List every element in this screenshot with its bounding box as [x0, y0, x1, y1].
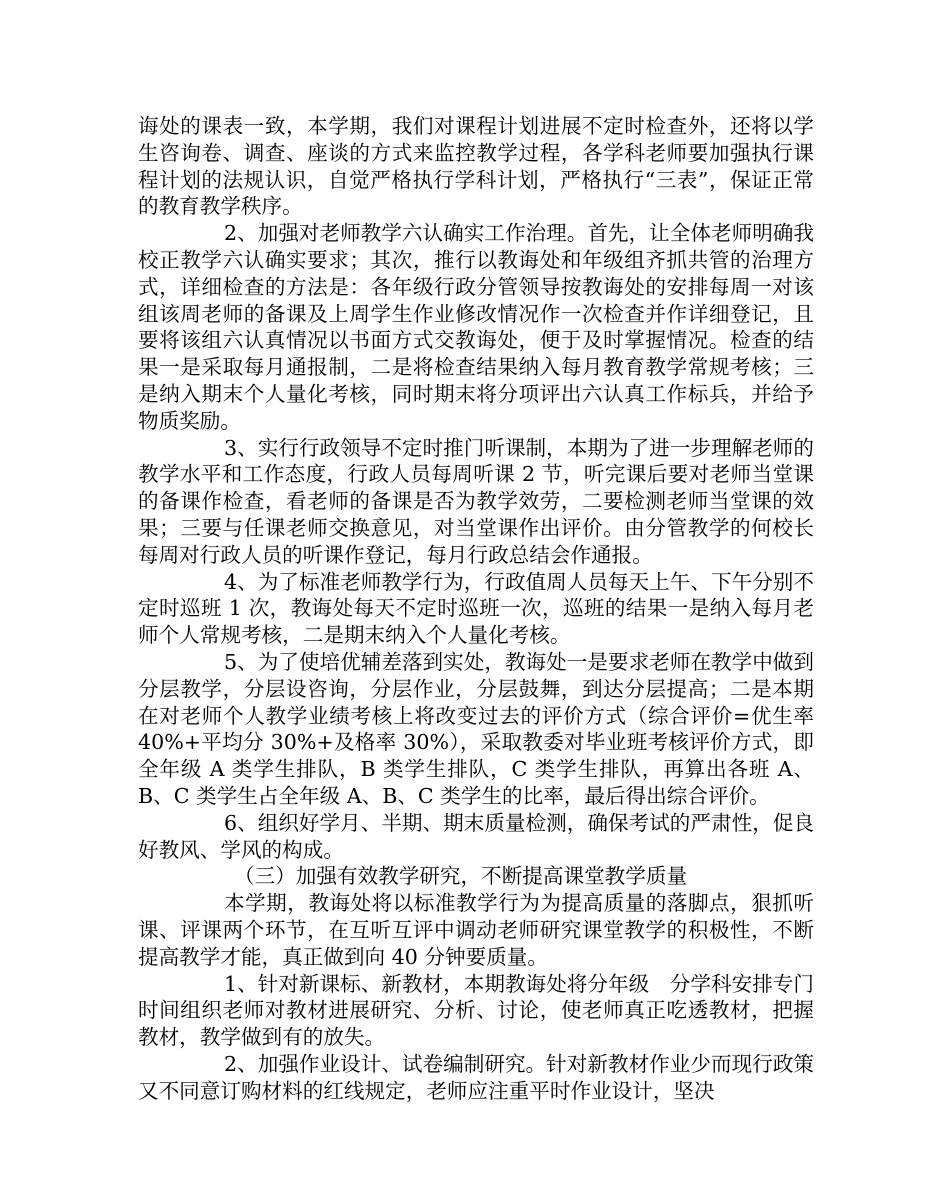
- paragraph-item-5: 5、为了使培优辅差落到实处，教诲处一是要求老师在教学中做到分层教学，分层设咨询，分层作业，分层鼓舞，到达分层提高；二是本期在对老师个人教学业绩考核上将改变过去的评价方式（综合评价=优生率 40%+平均分 30%+及格率 30%），采取教委对毕业班考核评价方式，即全年级 A 类学生排队，B 类学生排队，C 类学生排队，再算出各班 A、B、C 类学生占全年级 A、B、C 类学生的比率，最后得出综合评价。: [138, 649, 814, 808]
- paragraph-item-2b: 2、加强作业设计、试卷编制研究。针对新教材作业少而现行政策又不同意订购材料的红线规定，老师应注重平时作业设计，坚决: [138, 1051, 814, 1103]
- paragraph-item-2: 2、加强对老师教学六认确实工作治理。首先，让全体老师明确我校正教学六认确实要求；其次，推行以教诲处和年级组齐抓共管的治理方式，详细检查的方法是：各年级行政分管领导按教诲处的安排每周一对该组该周老师的备课及上周学生作业修改情况作一次检查并作详细登记，且要将该组六认真情况以书面方式交教诲处，便于及时掌握情况。检查的结果一是采取每月通报制，二是将检查结果纳入每月教育教学常规考核；三是纳入期末个人量化考核，同时期末将分项评出六认真工作标兵，并给予物质奖励。: [138, 221, 814, 433]
- section-heading: （三）加强有效教学研究，不断提高课堂教学质量: [234, 864, 688, 889]
- paragraph-item-6: 6、组织好学月、半期、期末质量检测，确保考试的严肃性，促良好教风、学风的构成。: [138, 810, 814, 862]
- paragraph-item-3: 3、实行行政领导不定时推门听课制，本期为了进一步理解老师的教学水平和工作态度，行政人员每周听课 2 节，听完课后要对老师当堂课的备课作检查，看老师的备课是否为教学效劳，二要检测老师当堂课的效果；三要与任课老师交换意见，对当堂课作出评价。由分管教学的何校长每周对行政人员的听课作登记，每月行政总结会作通报。: [138, 435, 814, 567]
- paragraph-item-4: 4、为了标准老师教学行为，行政值周人员每天上午、下午分别不定时巡班 1 次，教诲处每天不定时巡班一次，巡班的结果一是纳入每月老师个人常规考核，二是期末纳入个人量化考核。: [138, 569, 814, 648]
- document-body: [138, 113, 814, 1104]
- paragraph-item-1: 1、针对新课标、新教材，本期教诲处将分年级 分学科安排专门时间组织老师对教材进展研究、分析、讨论，使老师真正吃透教材，把握教材，教学做到有的放失。: [138, 971, 814, 1050]
- paragraph-intro: 本学期，教诲处将以标准教学行为为提高质量的落脚点，狠抓听课、评课两个环节，在互听互评中调动老师研究课堂教学的积极性，不断提高教学才能，真正做到向 40 分钟要质量。: [138, 891, 814, 969]
- paragraph-continuation: 诲处的课表一致，本学期，我们对课程计划进展不定时检查外，还将以学生咨询卷、调查、座谈的方式来监控教学过程，各学科老师要加强执行课程计划的法规认识，自觉严格执行学科计划，严格执行“三表”，保证正常的教育教学秩序。: [138, 114, 814, 219]
